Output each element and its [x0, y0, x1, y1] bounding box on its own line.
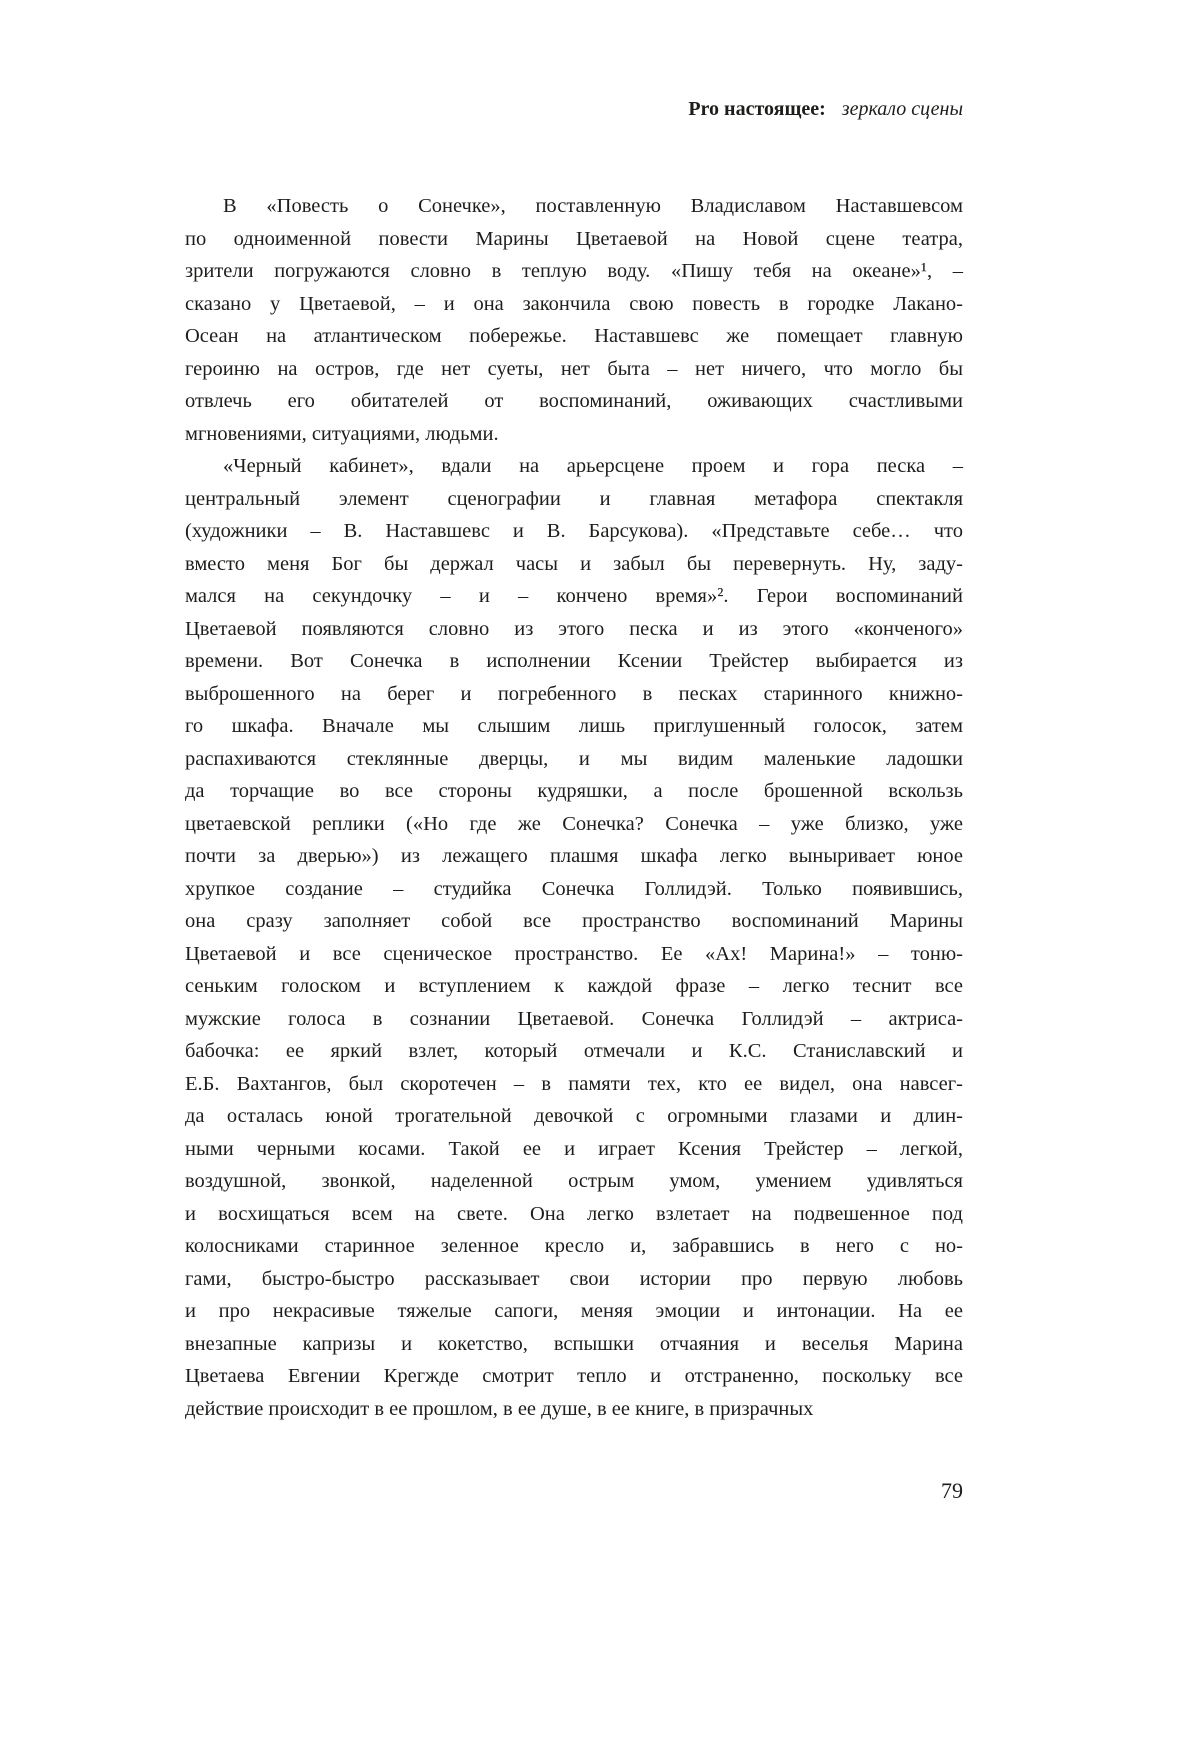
text-line: бабочка: ее яркий взлет, который отмечали и К.С. Станиславский и: [185, 1040, 963, 1062]
running-header: [185, 96, 963, 122]
header-section-label: Pro настоящее:: [688, 98, 826, 120]
text-line: да торчащие во все стороны кудряшки, а после брошенной вскользь: [185, 780, 963, 802]
text-line: мался на секундочку – и – кончено время»². Герои воспоминаний: [185, 585, 963, 607]
header-chapter-title: зеркало сцены: [841, 98, 963, 120]
text-line: распахиваются стеклянные дверцы, и мы видим маленькие ладошки: [185, 747, 963, 770]
text-line: Цветаевой и все сценическое пространство. Ее «Ах! Марина!» – тоню-: [185, 942, 963, 965]
text-line: сказано у Цветаевой, – и она закончила свою повесть в городке Лакано-: [185, 292, 963, 315]
text-line: времени. Вот Сонечка в исполнении Ксении Трейстер выбирается из: [185, 650, 963, 672]
text-line: и про некрасивые тяжелые сапоги, меняя эмоции и интонации. На ее: [185, 1300, 963, 1322]
text-line: мужские голоса в сознании Цветаевой. Сонечка Голлидэй – актриса-: [185, 1007, 963, 1030]
text-line: Осеан на атлантическом побережье. Наставшевс же помещает главную: [185, 325, 963, 347]
text-line: хрупкое создание – студийка Сонечка Голлидэй. Только появившись,: [185, 877, 963, 900]
text-line: ными черными косами. Такой ее и играет Ксения Трейстер – легкой,: [185, 1137, 963, 1160]
text-line: го шкафа. Вначале мы слышим лишь приглушенный голосок, затем: [185, 715, 963, 737]
paragraph: [185, 450, 963, 1425]
text-line: вместо меня Бог бы держал часы и забыл бы перевернуть. Ну, заду-: [185, 552, 963, 575]
text-line: выброшенного на берег и погребенного в песках старинного книжно-: [185, 682, 963, 705]
text-line: внезапные капризы и кокетство, вспышки отчаяния и веселья Марина: [185, 1332, 963, 1355]
text-line: Е.Б. Вахтангов, был скоротечен – в памяти тех, кто ее видел, она навсег-: [185, 1072, 963, 1095]
text-line: Цветаева Евгении Крегжде смотрит тепло и отстраненно, поскольку все: [185, 1365, 963, 1387]
text-line: центральный элемент сценографии и главная метафора спектакля: [185, 487, 963, 510]
paragraph: [185, 190, 963, 450]
page-number: 79: [941, 1478, 963, 1503]
text-line: «Черный кабинет», вдали на арьерсцене проем и гора песка –: [223, 455, 963, 477]
text-line: гами, быстро-быстро рассказывает свои истории про первую любовь: [185, 1267, 963, 1290]
text-line: героиню на остров, где нет суеты, нет быта – нет ничего, что могло бы: [185, 357, 963, 380]
text-line: почти за дверью») из лежащего плашмя шкафа легко выныривает юное: [185, 845, 963, 867]
text-line: цветаевской реплики («Но где же Сонечка? Сонечка – уже близко, уже: [185, 812, 963, 835]
text-line: колосниками старинное зеленное кресло и, забравшись в него с но-: [185, 1235, 963, 1257]
text-line: (художники – В. Наставшевс и В. Барсукова). «Представьте себе… что: [185, 520, 963, 542]
text-line: воздушной, звонкой, наделенной острым умом, умением удивляться: [185, 1170, 963, 1192]
text-line: Цветаевой появляются словно из этого песка и из этого «конченого»: [185, 617, 963, 640]
text-line: действие происходит в ее прошлом, в ее душе, в ее книге, в призрачных: [185, 1397, 814, 1420]
text-line: и восхищаться всем на свете. Она легко взлетает на подвешенное под: [185, 1202, 963, 1225]
article-text: [185, 190, 963, 1425]
text-line: сеньким голоском и вступлением к каждой фразе – легко теснит все: [185, 975, 963, 997]
text-line: зрители погружаются словно в теплую воду. «Пишу тебя на океане»¹, –: [185, 260, 963, 282]
text-line: да осталась юной трогательной девочкой с огромными глазами и длин-: [185, 1105, 963, 1127]
text-line: она сразу заполняет собой все пространство воспоминаний Марины: [185, 910, 963, 932]
text-line: мгновениями, ситуациями, людьми.: [185, 422, 499, 445]
text-line: отвлечь его обитателей от воспоминаний, оживающих счастливыми: [185, 390, 963, 412]
text-line: В «Повесть о Сонечке», поставленную Владиславом Наставшевсом: [223, 195, 963, 217]
text-line: по одноименной повести Марины Цветаевой на Новой сцене театра,: [185, 227, 963, 250]
